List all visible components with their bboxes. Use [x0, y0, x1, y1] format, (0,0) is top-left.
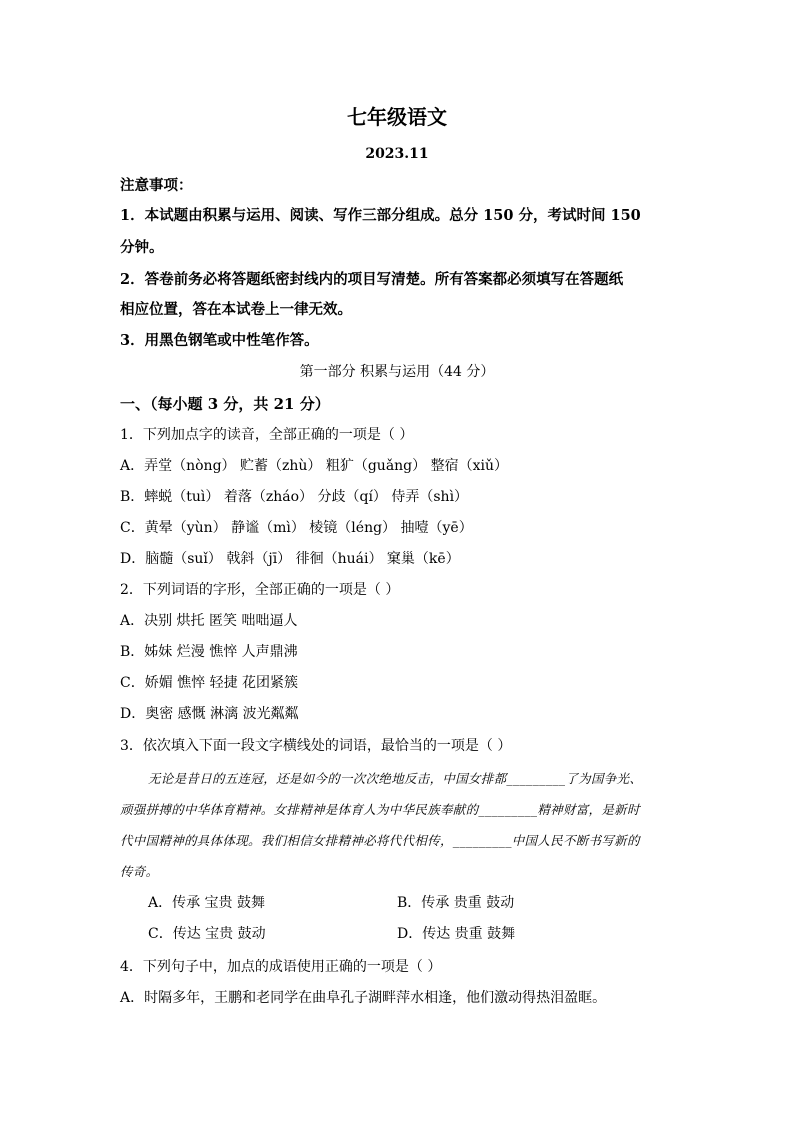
question-3-option-c: C．传达 宝贵 鼓动 — [148, 926, 266, 942]
notice-item-1: 1．本试题由积累与运用、阅读、写作三部分组成。总分 150 分，考试时间 150 — [120, 207, 641, 224]
notice-heading: 注意事项： — [120, 177, 193, 194]
question-1-stem: 1．下列加点字的读音，全部正确的一项是（ ） — [120, 427, 414, 443]
question-3-passage-line-1: 无论是昔日的五连冠，还是如今的一次次绝地反击，中国女排都_________了为国争光、 — [148, 771, 643, 786]
part-heading: 一、（每小题 3 分，共 21 分） — [120, 395, 330, 413]
notice-item-1-cont: 分钟。 — [120, 239, 164, 256]
question-2-stem: 2．下列词语的字形，全部正确的一项是（ ） — [120, 582, 400, 598]
question-2-option-c: C．娇媚 憔悴 轻捷 花团紧簇 — [120, 675, 299, 691]
notice-item-2-cont: 相应位置，答在本试卷上一律无效。 — [120, 301, 352, 318]
notice-item-2: 2．答卷前务必将答题纸密封线内的项目写清楚。所有答案都必须填写在答题纸 — [120, 271, 624, 288]
question-2-option-b: B．姊妹 烂漫 憔悴 人声鼎沸 — [120, 644, 298, 660]
question-2-option-a: A．决别 烘托 匿笑 咄咄逼人 — [120, 613, 298, 629]
question-3-stem: 3．依次填入下面一段文字横线处的词语，最恰当的一项是（ ） — [120, 738, 512, 754]
question-3-passage-line-2: 顽强拼搏的中华体育精神。女排精神是体育人为中华民族奉献的_________精神财富，是新时 — [120, 802, 640, 817]
question-2-option-d: D．奥密 感慨 淋漓 波光粼粼 — [120, 706, 299, 722]
page-title: 七年级语文 — [347, 105, 447, 129]
question-3-passage-line-4: 传奇。 — [120, 864, 159, 879]
question-4-stem: 4．下列句子中，加点的成语使用正确的一项是（ ） — [120, 959, 442, 975]
question-3-option-d: D．传达 贵重 鼓舞 — [397, 926, 516, 942]
notice-item-3: 3．用黑色钢笔或中性笔作答。 — [120, 332, 319, 349]
exam-date: 2023.11 — [365, 146, 429, 162]
question-3-option-a: A．传承 宝贵 鼓舞 — [148, 895, 266, 911]
question-4-option-a: A．时隔多年，王鹏和老同学在曲阜孔子湖畔萍水相逢，他们激动得热泪盈眶。 — [120, 990, 607, 1006]
question-1-option-a: A．弄堂（nòng） 贮蓄（zhù） 粗犷（guǎng） 整宿（xiǔ） — [120, 458, 508, 474]
question-3-passage-line-3: 代中国精神的具体体现。我们相信女排精神必将代代相传，_________中国人民不断书写新的 — [120, 833, 640, 848]
question-1-option-d: D．脑髓（suǐ） 戟斜（jī） 徘徊（huái） 窠巢（kē） — [120, 551, 460, 567]
section-title: 第一部分 积累与运用（44 分） — [299, 364, 495, 380]
question-3-option-b: B．传承 贵重 鼓动 — [397, 895, 515, 911]
question-1-option-b: B．蟀蜕（tuì） 着落（zháo） 分歧（qí） 侍弄（shì） — [120, 489, 469, 505]
question-1-option-c: C．黄晕（yùn） 静谧（mì） 棱镜（léng） 抽噎（yē） — [120, 520, 473, 536]
